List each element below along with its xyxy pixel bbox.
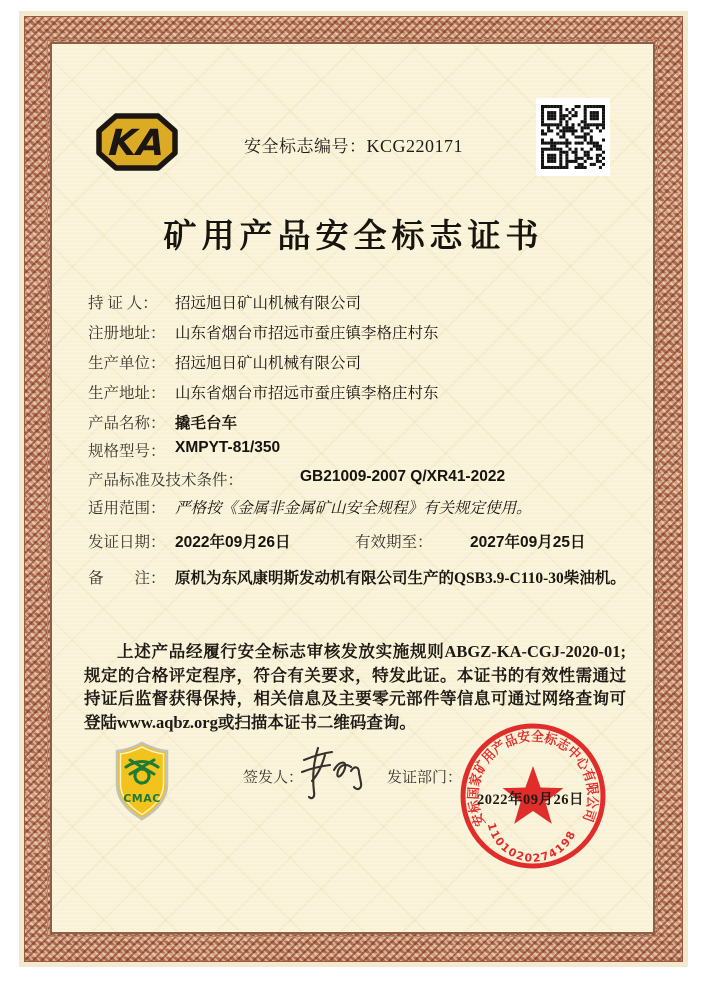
registered-address-label: 注册地址： [88, 325, 166, 342]
production-address-label: 生产地址： [88, 385, 166, 402]
standard-value: GB21009-2007 Q/XR41-2022 [300, 468, 506, 485]
remark-value: 原机为东风康明斯发动机有限公司生产的QSB3.9-C110-30柴油机。 [175, 570, 626, 587]
signature-handwriting [294, 740, 368, 806]
statement-paragraph: 上述产品经履行安全标志审核发放实施规则ABGZ-KA-CGJ-2020-01;规定的合格评定程序，符合有关要求，特发此证。本证书的有效性需通过持证后监督获得保持，相关信息及主要零元部件等信息可通过网络查询可登陆www.aqbz.org或扫描本证书二维码查询。 [84, 642, 626, 732]
production-address-value: 山东省烟台市招远市蚕庄镇李格庄村东 [175, 385, 439, 402]
qr-code [536, 98, 610, 176]
product-name-value: 撬毛台车 [175, 415, 238, 432]
cmac-shield-icon [114, 740, 170, 822]
seal-ring-text: 安标国家矿用产品安全标志中心有限公司 [465, 728, 601, 829]
signer-label: 签发人： [243, 770, 304, 786]
model-value: XMPYT-81/350 [175, 439, 281, 456]
producer-label: 生产单位： [88, 355, 166, 372]
valid-until-label: 有效期至： [355, 534, 433, 551]
product-name-label: 产品名称： [88, 415, 166, 432]
issue-date-value: 2022年09月26日 [175, 534, 291, 551]
scope-label: 适用范围： [88, 500, 166, 517]
holder-value: 招远旭日矿山机械有限公司 [175, 295, 362, 312]
producer-value: 招远旭日矿山机械有限公司 [175, 355, 362, 372]
ka-logo-text: KA [107, 123, 167, 164]
certificate-number-value: KCG220171 [366, 136, 463, 156]
cmac-badge-label: CMAC [123, 792, 161, 805]
seal-serial-number: 1101020274198 [484, 821, 579, 865]
stamp-date: 2022年09月26日 [477, 792, 584, 808]
issuing-department-label: 发证部门： [387, 770, 463, 786]
remark-label: 备 注： [88, 570, 166, 587]
certificate-number-label: 安全标志编号： [243, 137, 367, 156]
scope-value: 严格按《金属非金属矿山安全规程》有关规定使用。 [175, 500, 532, 517]
holder-label: 持 证 人： [88, 295, 158, 312]
valid-until-value: 2027年09月25日 [470, 534, 586, 551]
issue-date-label: 发证日期： [88, 534, 166, 551]
registered-address-value: 山东省烟台市招远市蚕庄镇李格庄村东 [175, 325, 439, 342]
standard-label: 产品标准及技术条件： [88, 472, 244, 489]
certificate-title: 矿用产品安全标志证书 [163, 217, 544, 254]
model-label: 规格型号： [88, 443, 166, 460]
